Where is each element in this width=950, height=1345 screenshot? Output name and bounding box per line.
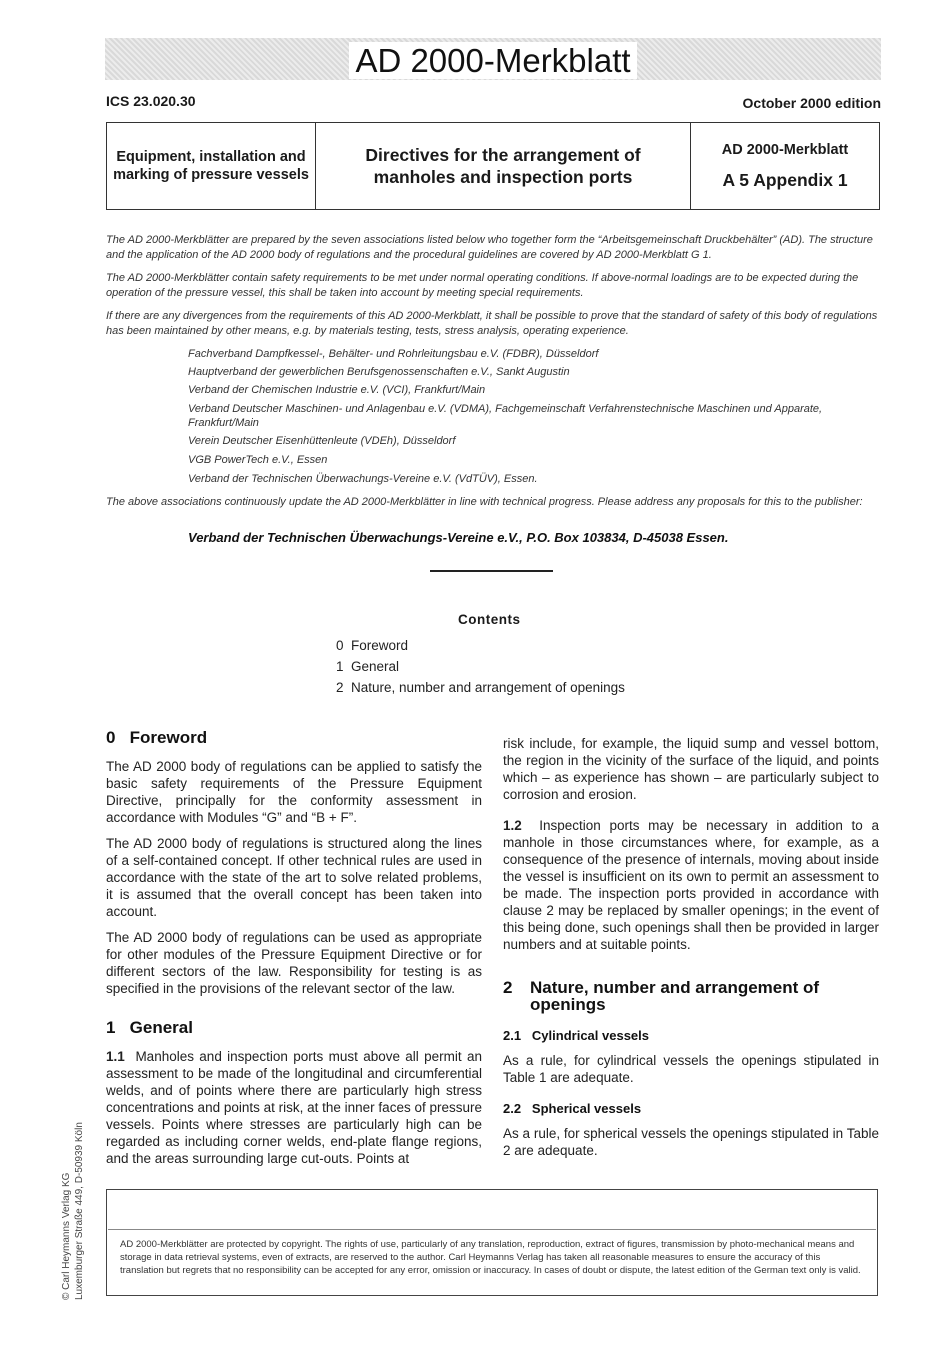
section-0-heading [106,729,482,746]
banner-title: AD 2000-Merkblatt [349,42,636,79]
association-item: Verband der Technischen Überwachungs-Vereine e.V. (VdTÜV), Essen. [188,473,538,485]
publisher-sidebar [60,1020,86,1300]
section-title: Foreword [129,728,208,747]
section-title: General [129,1018,193,1037]
foreword-paragraph-2: The AD 2000 body of regulations is structured along the lines of a self-contained concept. If other technical rules are used in accordance with the state of the art to solve related problems, it is assumed that the overall concept has been taken into account. [106,836,482,919]
clause-number: 1.2 [503,818,522,833]
subsection-2-1-text: As a rule, for cylindrical vessels the openings stipulated in Table 1 are adequate. [503,1053,879,1085]
clause-1-1 [106,1048,482,1167]
intro-paragraph-1: The AD 2000-Merkblätter are prepared by the seven associations listed below who together form the “Arbeitsgemeinschaft Druckbehälter” (AD). The structure and the application of the AD 2000 body of regulations and the procedural guidelines are covered by AD 2000-Merkblatt G 1. [106,234,873,261]
association-item: Verein Deutscher Eisenhüttenleute (VDEh), Düsseldorf [188,435,456,447]
foreword-paragraph-1: The AD 2000 body of regulations can be applied to satisfy the basic safety requirements of the Pressure Equipment Directive, principally for the conformity assessment in accordance with Modules “G” and “B + F”. [106,759,482,825]
association-item: Verband Deutscher Maschinen- und Anlagenbau e.V. (VDMA), Fachgemeinschaft Verfahrenstechnische Maschinen und Apparate, Frankfurt/Main [188,403,823,429]
publisher-street: Luxemburger Straße 449, D-50939 Köln [74,1122,85,1300]
category-cell: Equipment, installation and marking of pressure vessels [107,123,316,209]
document-number: A 5 Appendix 1 [722,169,848,190]
toc-item[interactable]: 1 General [336,659,400,674]
clause-text: Inspection ports may be necessary in addition to a manhole in those circumstances where, for example, as a consequence of the presence of internals, moving about inside the vessel is insufficient on its own to permit an assessment to be made. The inspection ports provided in accordance with clause 2 may be replaced by smaller openings; in the event of this being done, such openings shall then be provided in larger numbers and at suitable points. [503,818,879,952]
clause-number: 1.1 [106,1049,125,1064]
association-item: Verband der Chemischen Industrie e.V. (VCI), Frankfurt/Main [188,384,486,396]
section-title: Nature, number and arrangement of openings [530,978,820,1014]
series-label: AD 2000-Merkblatt [721,141,849,158]
toc-item[interactable]: 0 Foreword [336,638,409,653]
section-number: 0 [106,728,116,747]
section-number: 2 [503,978,513,997]
left-column [106,729,482,1176]
publisher-name: © Carl Heymanns Verlag KG [61,1172,72,1300]
subsection-title: Spherical vessels [531,1101,642,1116]
edition-date: October 2000 edition [742,95,881,111]
clause-text: Manholes and inspection ports must above all permit an assessment to be made of the longitudinal and circumferential welds, and of points where there are particularly high stress concentrations and points at risk, at the inner faces of pressure vessels. Points where stresses are particularly high can be regarded as including corner welds, end-plate flange regions, and the areas surrounding large cut-outs. Points at [106,1049,482,1166]
subsection-2-2-text: As a rule, for spherical vessels the openings stipulated in Table 2 are adequate. [503,1126,879,1158]
intro-paragraph-2: The AD 2000-Merkblätter contain safety requirements to be met under normal operating conditions. If above-normal loadings are to be expected during the operation of the pressure vessel, this shall be taken into account by meeting special requirements. [106,272,859,299]
update-paragraph: The above associations continuously update the AD 2000-Merkblätter in line with technical progress. Please address any proposals for this to the publisher: [106,496,863,508]
subsection-2-2-heading [503,1100,879,1117]
contents-heading: Contents [458,612,521,627]
association-item: Hauptverband der gewerblichen Berufsgenossenschaften e.V., Sankt Augustin [188,366,570,378]
association-item: VGB PowerTech e.V., Essen [188,454,328,466]
ics-code: ICS 23.020.30 [106,93,196,109]
subsection-number: 2.2 [503,1101,522,1116]
section-1-heading [106,1019,482,1036]
publisher-address: Verband der Technischen Überwachungs-Vereine e.V., P.O. Box 103834, D-45038 Essen. [188,530,729,545]
right-column [503,735,879,1168]
document-banner [105,38,881,80]
divider [430,570,553,572]
document-number-cell [691,123,879,209]
copyright-notice: AD 2000-Merkblätter are protected by copyright. The rights of use, particularly of any translation, reproduction, extract of figures, transmission by photo-mechanical means and storage in data retrieval systems, even of extracts, are reserved to the author. Carl Heymanns Verlag has taken all reasonable measures to ensure the accuracy of this translation but regrets that no responsibility can be accepted for any error, omission or inaccuracy. In cases of doubt or dispute, the latest edition of the German text only is valid. [108,1229,876,1277]
foreword-paragraph-3: The AD 2000 body of regulations can be used as appropriate for other modules of the Pressure Equipment Directive or for different sectors of the law. Responsibility for testing is as specified in the provisions of the relevant sector of the law. [106,930,482,996]
intro-paragraph-3: If there are any divergences from the requirements of this AD 2000-Merkblatt, it shall be possible to prove that the standard of safety of this body of regulations has been maintained by other means, e.g. by materials testing, tests, stress analysis, operating experience. [106,310,878,337]
association-item: Fachverband Dampfkessel-, Behälter- und Rohrleitungsbau e.V. (FDBR), Düsseldorf [188,348,599,360]
toc-item[interactable]: 2 Nature, number and arrangement of openings [336,680,625,695]
document-title: Directives for the arrangement of manholes and inspection ports [316,123,691,209]
clause-1-1-continued: risk include, for example, the liquid sump and vessel bottom, the region in the vicinity of the surface of the liquid, and points which – as experience has shown – are particularly subject to corrosion and erosion. [503,736,879,802]
section-number: 1 [106,1018,116,1037]
subsection-title: Cylindrical vessels [531,1028,649,1043]
subsection-number: 2.1 [503,1028,522,1043]
section-2-heading [503,979,879,1013]
subsection-2-1-heading [503,1027,879,1044]
title-table [106,122,880,210]
clause-1-2 [503,817,879,953]
